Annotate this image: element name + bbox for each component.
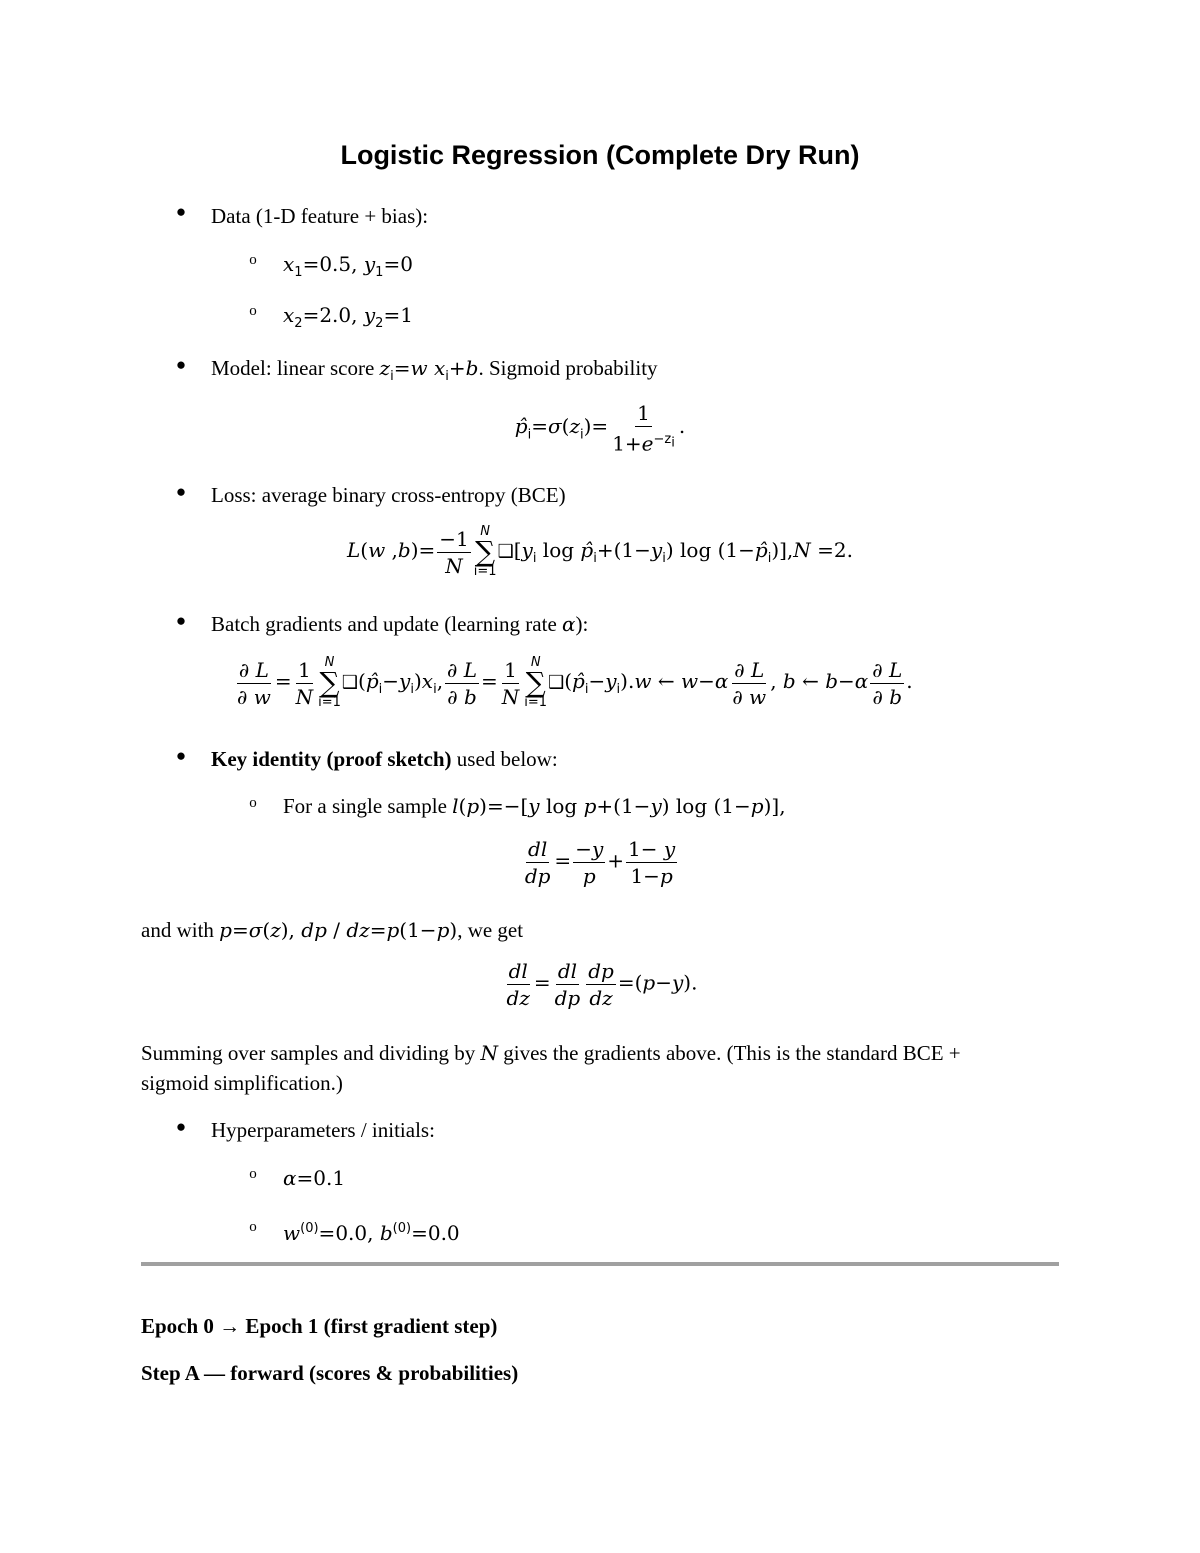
data-label: Data (1-D feature + bias): — [211, 204, 429, 228]
n-value: 2 — [833, 537, 847, 562]
sub-bullet-icon: o — [249, 1166, 257, 1182]
summing-line-1: Summing over samples and dividing by N gives the gradients above. (This is the standard BCE + — [141, 1041, 961, 1065]
bullet-icon: ● — [175, 746, 187, 765]
x2-value: 2.0 — [319, 303, 352, 327]
horizontal-rule — [141, 1262, 1059, 1266]
key-identity-bold: Key identity (proof sketch) — [211, 747, 452, 771]
b0-value: 0.0 — [427, 1221, 460, 1245]
alpha-value: 0.1 — [313, 1166, 346, 1190]
grad-label: Batch gradients and update (learning rate — [211, 612, 557, 636]
initials-line: $w^{(0)}=0.0$, $b^{(0)}=0.0$ — [283, 1221, 460, 1245]
dl-dp-equation: $\frac{dl}{dp}$ = $\frac{-y}{p}$ + $\frac{1- y}{1-p}$ — [524, 837, 676, 888]
bullet-icon: ● — [175, 355, 187, 374]
model-after: . Sigmoid probability — [478, 356, 658, 380]
loss-label: Loss: average binary cross-entropy (BCE) — [211, 483, 566, 507]
bullet-icon: ● — [175, 611, 187, 630]
y1-value: 0 — [400, 252, 413, 276]
sub-bullet-icon: o — [249, 1219, 257, 1235]
bullet-icon: ● — [175, 202, 187, 221]
and-with: and with — [141, 918, 214, 942]
loss-equation: L(w ,b)= $\frac{-1}{N}$ N ∑ i=1 $❑[y_i$ $\log p̂_i+(1-y_i)$ $\log (1-p̂_i)],N =2$. — [346, 524, 854, 579]
summing-line-2: sigmoid simplification.) — [141, 1071, 343, 1095]
sub-bullet-icon: o — [249, 795, 257, 811]
gradient-equation: $\frac{\partial L}{\partial w}$ = $\frac{1}{N}$ N ∑ i=1 $❑(p̂_i-y_i)x_i$, $\frac{\partial L}{\partial b}$ = $\frac{1}{N}$ N ∑ i=1 $❑(p̂_i-y_i).w$ ← w−α $\frac{\partial L}{\partial w}$ , b ← b−α $\frac{\partial L}{\partial b}$ . — [237, 655, 913, 710]
data-point-1: $x_1=0.5$, $y_1=0$ — [283, 252, 413, 281]
grad-after: ): — [575, 612, 589, 636]
we-get: , we get — [457, 918, 524, 942]
page-title: Logistic Regression (Complete Dry Run) — [340, 140, 860, 170]
data-point-2: $x_2=2.0$, $y_2=1$ — [283, 303, 413, 332]
single-sample-label: For a single sample — [283, 794, 447, 818]
bullet-icon: ● — [175, 482, 187, 501]
gradient-line: Batch gradients and update (learning rate α): — [211, 612, 589, 636]
sub-bullet-icon: o — [249, 252, 257, 268]
sigmoid-equation: $p̂_i=\sigma(z_i)=$ $\frac{1}{1+e^{-z_i}}$ . — [514, 401, 686, 456]
single-sample-line: For a single sample l(p)=−[y log p+(1−y) log (1−p)], — [283, 794, 786, 818]
hyper-label: Hyperparameters / initials: — [211, 1118, 435, 1142]
y2-value: 1 — [400, 303, 413, 327]
x1-value: 0.5 — [319, 252, 352, 276]
epoch-heading: Epoch 0 → Epoch 1 (first gradient step) — [141, 1314, 498, 1338]
key-identity-rest: used below: — [456, 747, 558, 771]
step-a-heading: Step A — forward (scores & probabilities) — [141, 1361, 519, 1385]
model-label: Model: linear score — [211, 356, 375, 380]
bullet-icon: ● — [175, 1117, 187, 1136]
w0-value: 0.0 — [335, 1221, 368, 1245]
alpha-line: α=0.1 — [283, 1166, 346, 1190]
model-line: Model: linear score $z_i=w$ $x_i+b$. Sigmoid probability — [211, 356, 658, 385]
sub-bullet-icon: o — [249, 303, 257, 319]
and-with-line: and with p=σ(z), dp / dz=p(1−p), we get — [141, 918, 524, 942]
key-identity-line — [211, 745, 558, 773]
chain-rule-equation: $\frac{dl}{dz}$ = $\frac{dl}{dp}$ $\frac{dp}{dz}$ =(p−y). — [506, 959, 698, 1010]
